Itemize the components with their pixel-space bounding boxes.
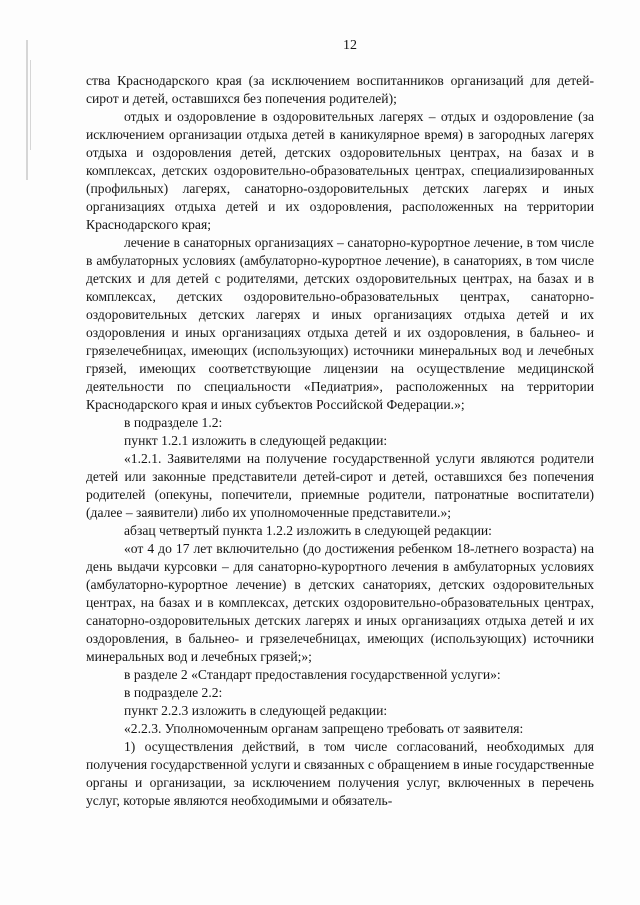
paragraph: «от 4 до 17 лет включительно (до достижения ребенком 18-летнего возраста) на день выдачи курсовки – для санаторно-курортного лечения в амбулаторных условиях (амбулаторно-курортное лечение) в детских санаториях, детских оздоровительных центрах, на базах и в комплексах, детских оздоровительно-образовательных центрах, санаторно-оздоровительных детских лагерях и иных организациях отдыха детей и их оздоровления, в бальнео- и грязелечебницах, имеющих (использующих) источники минеральных вод и лечебных грязей;»; <box>86 541 594 664</box>
paragraph: «1.2.1. Заявителями на получение государственной услуги являются родители детей или законные представители детей-сирот и детей, оставшихся без попечения родителей (опекуны, попечители, приемные родители, патронатные воспитатели) (далее – заявители) либо их уполномоченные представители.»; <box>86 451 594 520</box>
paragraph: абзац четвертый пункта 1.2.2 изложить в следующей редакции: <box>124 523 492 538</box>
paragraph: в разделе 2 «Стандарт предоставления государственной услуги»: <box>124 667 501 682</box>
scan-edge-mark <box>30 60 31 150</box>
paragraph: пункт 2.2.3 изложить в следующей редакции: <box>124 703 388 718</box>
page-number: 12 <box>343 38 357 53</box>
document-body <box>86 72 594 810</box>
paragraph: в подразделе 2.2: <box>124 685 223 700</box>
paragraph: в подразделе 1.2: <box>124 415 223 430</box>
paragraph: лечение в санаторных организациях – санаторно-курортное лечение, в том числе в амбулаторных условиях (амбулаторно-курортное лечение), в санаториях, в том числе детских и для детей с родителями, детских оздоровительных центрах, на базах и в комплексах, детских оздоровительно-образовательных центрах, санаторно-оздоровительных детских лагерях и иных организациях отдыха детей и их оздоровления и иных организациях отдыха детей и их оздоровления, в бальнео- и грязелечебницах, имеющих (использующих) источники минеральных вод и лечебных грязей, имеющих соответствующие лицензии на осуществление медицинской деятельности по специальности «Педиатрия», расположенных на территории Краснодарского края и иных субъектов Российской Федерации.»; <box>86 235 594 412</box>
scan-edge-mark <box>26 40 28 180</box>
paragraph: 1) осуществления действий, в том числе согласований, необходимых для получения государственной услуги и связанных с обращением в иные государственные органы и организации, за исключением получения услуг, включенных в перечень услуг, которые являются необходимыми и обязатель- <box>86 739 594 808</box>
paragraph: «2.2.3. Уполномоченным органам запрещено требовать от заявителя: <box>124 721 524 736</box>
paragraph: ства Краснодарского края (за исключением воспитанников организаций для детей-сирот и детей, оставшихся без попечения родителей); <box>86 73 594 106</box>
paragraph: пункт 1.2.1 изложить в следующей редакции: <box>124 433 388 448</box>
paragraph: отдых и оздоровление в оздоровительных лагерях – отдых и оздоровление (за исключением организации отдыха детей в каникулярное время) в загородных лагерях отдыха и оздоровления детей, детских оздоровительных центрах, на базах и в комплексах, детских оздоровительно-образовательных центрах, специализированных (профильных) лагерях, санаторно-оздоровительных детских лагерях и иных организациях отдыха детей и их оздоровления, расположенных на территории Краснодарского края; <box>86 109 594 232</box>
